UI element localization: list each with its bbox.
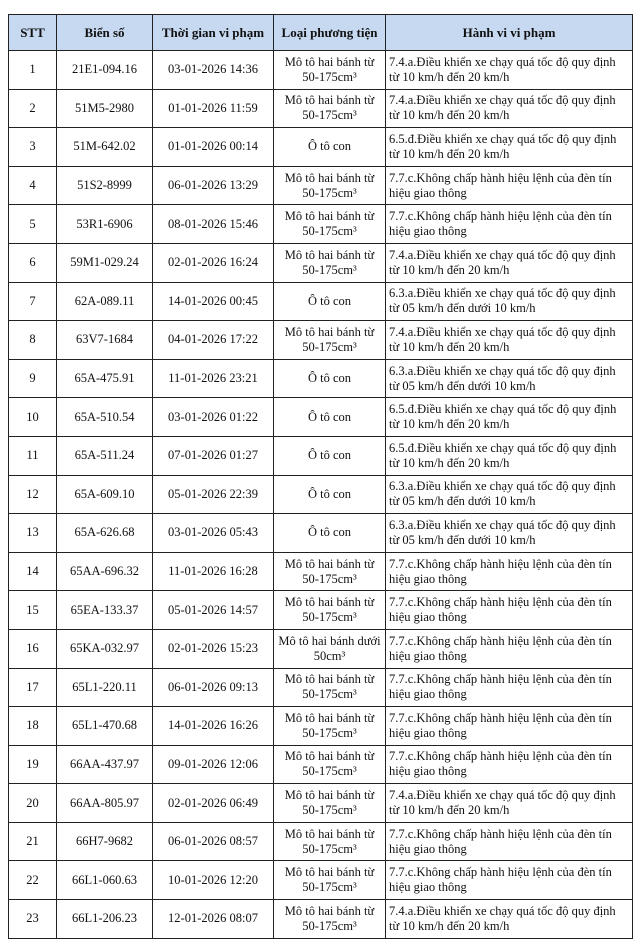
cell-violation-time: 03-01-2026 14:36 (153, 51, 274, 90)
cell-violation-act: 7.7.c.Không chấp hành hiệu lệnh của đèn tín hiệu giao thông (386, 166, 633, 205)
header-stt: STT (9, 15, 57, 51)
cell-violation-time: 02-01-2026 06:49 (153, 784, 274, 823)
cell-stt: 14 (9, 552, 57, 591)
cell-violation-time: 01-01-2026 00:14 (153, 128, 274, 167)
cell-stt: 5 (9, 205, 57, 244)
cell-stt: 23 (9, 900, 57, 939)
cell-vehicle-type: Mô tô hai bánh từ 50-175cm³ (274, 552, 386, 591)
cell-stt: 2 (9, 89, 57, 128)
cell-plate-number: 59M1-029.24 (57, 243, 153, 282)
cell-violation-act: 7.7.c.Không chấp hành hiệu lệnh của đèn tín hiệu giao thông (386, 861, 633, 900)
table-row (9, 128, 633, 167)
cell-stt: 10 (9, 398, 57, 437)
cell-violation-act: 7.4.a.Điều khiển xe chạy quá tốc độ quy định từ 10 km/h đến 20 km/h (386, 900, 633, 939)
cell-violation-act: 6.3.a.Điều khiển xe chạy quá tốc độ quy định từ 05 km/h đến dưới 10 km/h (386, 514, 633, 553)
cell-vehicle-type: Mô tô hai bánh dưới 50cm³ (274, 629, 386, 668)
cell-vehicle-type: Mô tô hai bánh từ 50-175cm³ (274, 321, 386, 360)
cell-violation-act: 6.3.a.Điều khiển xe chạy quá tốc độ quy định từ 05 km/h đến dưới 10 km/h (386, 359, 633, 398)
cell-violation-time: 03-01-2026 01:22 (153, 398, 274, 437)
cell-violation-act: 6.5.đ.Điều khiển xe chạy quá tốc độ quy định từ 10 km/h đến 20 km/h (386, 436, 633, 475)
cell-plate-number: 65A-626.68 (57, 514, 153, 553)
cell-violation-time: 05-01-2026 14:57 (153, 591, 274, 630)
cell-vehicle-type: Ô tô con (274, 359, 386, 398)
cell-violation-time: 11-01-2026 23:21 (153, 359, 274, 398)
table-row (9, 89, 633, 128)
cell-plate-number: 66AA-437.97 (57, 745, 153, 784)
table-row (9, 900, 633, 939)
table-row (9, 552, 633, 591)
cell-vehicle-type: Mô tô hai bánh từ 50-175cm³ (274, 707, 386, 746)
cell-violation-act: 6.3.a.Điều khiển xe chạy quá tốc độ quy định từ 05 km/h đến dưới 10 km/h (386, 282, 633, 321)
cell-vehicle-type: Mô tô hai bánh từ 50-175cm³ (274, 89, 386, 128)
cell-plate-number: 62A-089.11 (57, 282, 153, 321)
cell-violation-time: 06-01-2026 09:13 (153, 668, 274, 707)
cell-plate-number: 65L1-470.68 (57, 707, 153, 746)
cell-violation-act: 7.7.c.Không chấp hành hiệu lệnh của đèn tín hiệu giao thông (386, 205, 633, 244)
cell-stt: 15 (9, 591, 57, 630)
cell-violation-act: 7.4.a.Điều khiển xe chạy quá tốc độ quy định từ 10 km/h đến 20 km/h (386, 89, 633, 128)
cell-violation-act: 7.4.a.Điều khiển xe chạy quá tốc độ quy định từ 10 km/h đến 20 km/h (386, 51, 633, 90)
cell-stt: 21 (9, 822, 57, 861)
cell-violation-act: 7.4.a.Điều khiển xe chạy quá tốc độ quy định từ 10 km/h đến 20 km/h (386, 321, 633, 360)
cell-plate-number: 63V7-1684 (57, 321, 153, 360)
table-row (9, 707, 633, 746)
cell-plate-number: 66AA-805.97 (57, 784, 153, 823)
table-row (9, 822, 633, 861)
table-row (9, 282, 633, 321)
cell-violation-time: 14-01-2026 00:45 (153, 282, 274, 321)
table-row (9, 436, 633, 475)
cell-stt: 3 (9, 128, 57, 167)
cell-violation-act: 7.7.c.Không chấp hành hiệu lệnh của đèn tín hiệu giao thông (386, 668, 633, 707)
cell-vehicle-type: Ô tô con (274, 398, 386, 437)
table-row (9, 166, 633, 205)
cell-stt: 17 (9, 668, 57, 707)
cell-violation-time: 11-01-2026 16:28 (153, 552, 274, 591)
cell-plate-number: 65EA-133.37 (57, 591, 153, 630)
cell-stt: 22 (9, 861, 57, 900)
cell-stt: 11 (9, 436, 57, 475)
cell-vehicle-type: Mô tô hai bánh từ 50-175cm³ (274, 900, 386, 939)
cell-stt: 12 (9, 475, 57, 514)
cell-violation-act: 7.7.c.Không chấp hành hiệu lệnh của đèn tín hiệu giao thông (386, 707, 633, 746)
cell-violation-time: 05-01-2026 22:39 (153, 475, 274, 514)
cell-stt: 13 (9, 514, 57, 553)
header-plate-number: Biển số (57, 15, 153, 51)
cell-violation-act: 7.7.c.Không chấp hành hiệu lệnh của đèn tín hiệu giao thông (386, 745, 633, 784)
cell-violation-act: 7.7.c.Không chấp hành hiệu lệnh của đèn tín hiệu giao thông (386, 591, 633, 630)
cell-plate-number: 51M-642.02 (57, 128, 153, 167)
cell-vehicle-type: Ô tô con (274, 514, 386, 553)
cell-stt: 4 (9, 166, 57, 205)
cell-vehicle-type: Ô tô con (274, 475, 386, 514)
cell-plate-number: 65A-475.91 (57, 359, 153, 398)
cell-violation-time: 12-01-2026 08:07 (153, 900, 274, 939)
cell-stt: 1 (9, 51, 57, 90)
cell-violation-time: 14-01-2026 16:26 (153, 707, 274, 746)
cell-vehicle-type: Mô tô hai bánh từ 50-175cm³ (274, 822, 386, 861)
cell-violation-act: 7.4.a.Điều khiển xe chạy quá tốc độ quy định từ 10 km/h đến 20 km/h (386, 784, 633, 823)
cell-stt: 16 (9, 629, 57, 668)
cell-violation-act: 7.4.a.Điều khiển xe chạy quá tốc độ quy định từ 10 km/h đến 20 km/h (386, 243, 633, 282)
cell-vehicle-type: Mô tô hai bánh từ 50-175cm³ (274, 166, 386, 205)
cell-plate-number: 65L1-220.11 (57, 668, 153, 707)
header-vehicle-type: Loại phương tiện (274, 15, 386, 51)
table-row (9, 475, 633, 514)
cell-violation-time: 02-01-2026 16:24 (153, 243, 274, 282)
table-row (9, 861, 633, 900)
cell-vehicle-type: Mô tô hai bánh từ 50-175cm³ (274, 668, 386, 707)
cell-plate-number: 21E1-094.16 (57, 51, 153, 90)
cell-vehicle-type: Mô tô hai bánh từ 50-175cm³ (274, 784, 386, 823)
cell-plate-number: 51M5-2980 (57, 89, 153, 128)
cell-violation-time: 06-01-2026 13:29 (153, 166, 274, 205)
cell-plate-number: 53R1-6906 (57, 205, 153, 244)
cell-violation-act: 6.5.đ.Điều khiển xe chạy quá tốc độ quy định từ 10 km/h đến 20 km/h (386, 128, 633, 167)
cell-plate-number: 65KA-032.97 (57, 629, 153, 668)
cell-plate-number: 65A-609.10 (57, 475, 153, 514)
violations-table (8, 14, 633, 939)
cell-plate-number: 65AA-696.32 (57, 552, 153, 591)
table-row (9, 668, 633, 707)
cell-vehicle-type: Mô tô hai bánh từ 50-175cm³ (274, 745, 386, 784)
table-row (9, 243, 633, 282)
cell-violation-time: 06-01-2026 08:57 (153, 822, 274, 861)
header-violation-time: Thời gian vi phạm (153, 15, 274, 51)
cell-vehicle-type: Mô tô hai bánh từ 50-175cm³ (274, 591, 386, 630)
cell-plate-number: 65A-511.24 (57, 436, 153, 475)
cell-vehicle-type: Ô tô con (274, 436, 386, 475)
table-row (9, 205, 633, 244)
table-row (9, 591, 633, 630)
cell-stt: 20 (9, 784, 57, 823)
cell-violation-act: 6.3.a.Điều khiển xe chạy quá tốc độ quy định từ 05 km/h đến dưới 10 km/h (386, 475, 633, 514)
cell-violation-act: 7.7.c.Không chấp hành hiệu lệnh của đèn tín hiệu giao thông (386, 629, 633, 668)
table-body (9, 51, 633, 939)
cell-stt: 8 (9, 321, 57, 360)
cell-stt: 6 (9, 243, 57, 282)
cell-vehicle-type: Mô tô hai bánh từ 50-175cm³ (274, 51, 386, 90)
cell-violation-time: 01-01-2026 11:59 (153, 89, 274, 128)
cell-stt: 7 (9, 282, 57, 321)
table-row (9, 514, 633, 553)
cell-violation-time: 07-01-2026 01:27 (153, 436, 274, 475)
table-row (9, 321, 633, 360)
cell-violation-time: 09-01-2026 12:06 (153, 745, 274, 784)
cell-stt: 9 (9, 359, 57, 398)
cell-vehicle-type: Mô tô hai bánh từ 50-175cm³ (274, 243, 386, 282)
cell-vehicle-type: Ô tô con (274, 282, 386, 321)
cell-violation-time: 04-01-2026 17:22 (153, 321, 274, 360)
cell-stt: 19 (9, 745, 57, 784)
table-row (9, 629, 633, 668)
table-row (9, 745, 633, 784)
cell-plate-number: 66H7-9682 (57, 822, 153, 861)
cell-plate-number: 65A-510.54 (57, 398, 153, 437)
cell-vehicle-type: Mô tô hai bánh từ 50-175cm³ (274, 205, 386, 244)
cell-violation-time: 02-01-2026 15:23 (153, 629, 274, 668)
cell-violation-time: 03-01-2026 05:43 (153, 514, 274, 553)
header-row (9, 15, 633, 51)
header-violation-act: Hành vi vi phạm (386, 15, 633, 51)
table-row (9, 784, 633, 823)
cell-vehicle-type: Ô tô con (274, 128, 386, 167)
table-header (9, 15, 633, 51)
cell-plate-number: 51S2-8999 (57, 166, 153, 205)
cell-violation-time: 10-01-2026 12:20 (153, 861, 274, 900)
cell-violation-act: 7.7.c.Không chấp hành hiệu lệnh của đèn tín hiệu giao thông (386, 552, 633, 591)
cell-stt: 18 (9, 707, 57, 746)
cell-plate-number: 66L1-060.63 (57, 861, 153, 900)
cell-vehicle-type: Mô tô hai bánh từ 50-175cm³ (274, 861, 386, 900)
cell-plate-number: 66L1-206.23 (57, 900, 153, 939)
table-row (9, 398, 633, 437)
table-row (9, 51, 633, 90)
cell-violation-act: 6.5.đ.Điều khiển xe chạy quá tốc độ quy định từ 10 km/h đến 20 km/h (386, 398, 633, 437)
table-row (9, 359, 633, 398)
cell-violation-time: 08-01-2026 15:46 (153, 205, 274, 244)
cell-violation-act: 7.7.c.Không chấp hành hiệu lệnh của đèn tín hiệu giao thông (386, 822, 633, 861)
